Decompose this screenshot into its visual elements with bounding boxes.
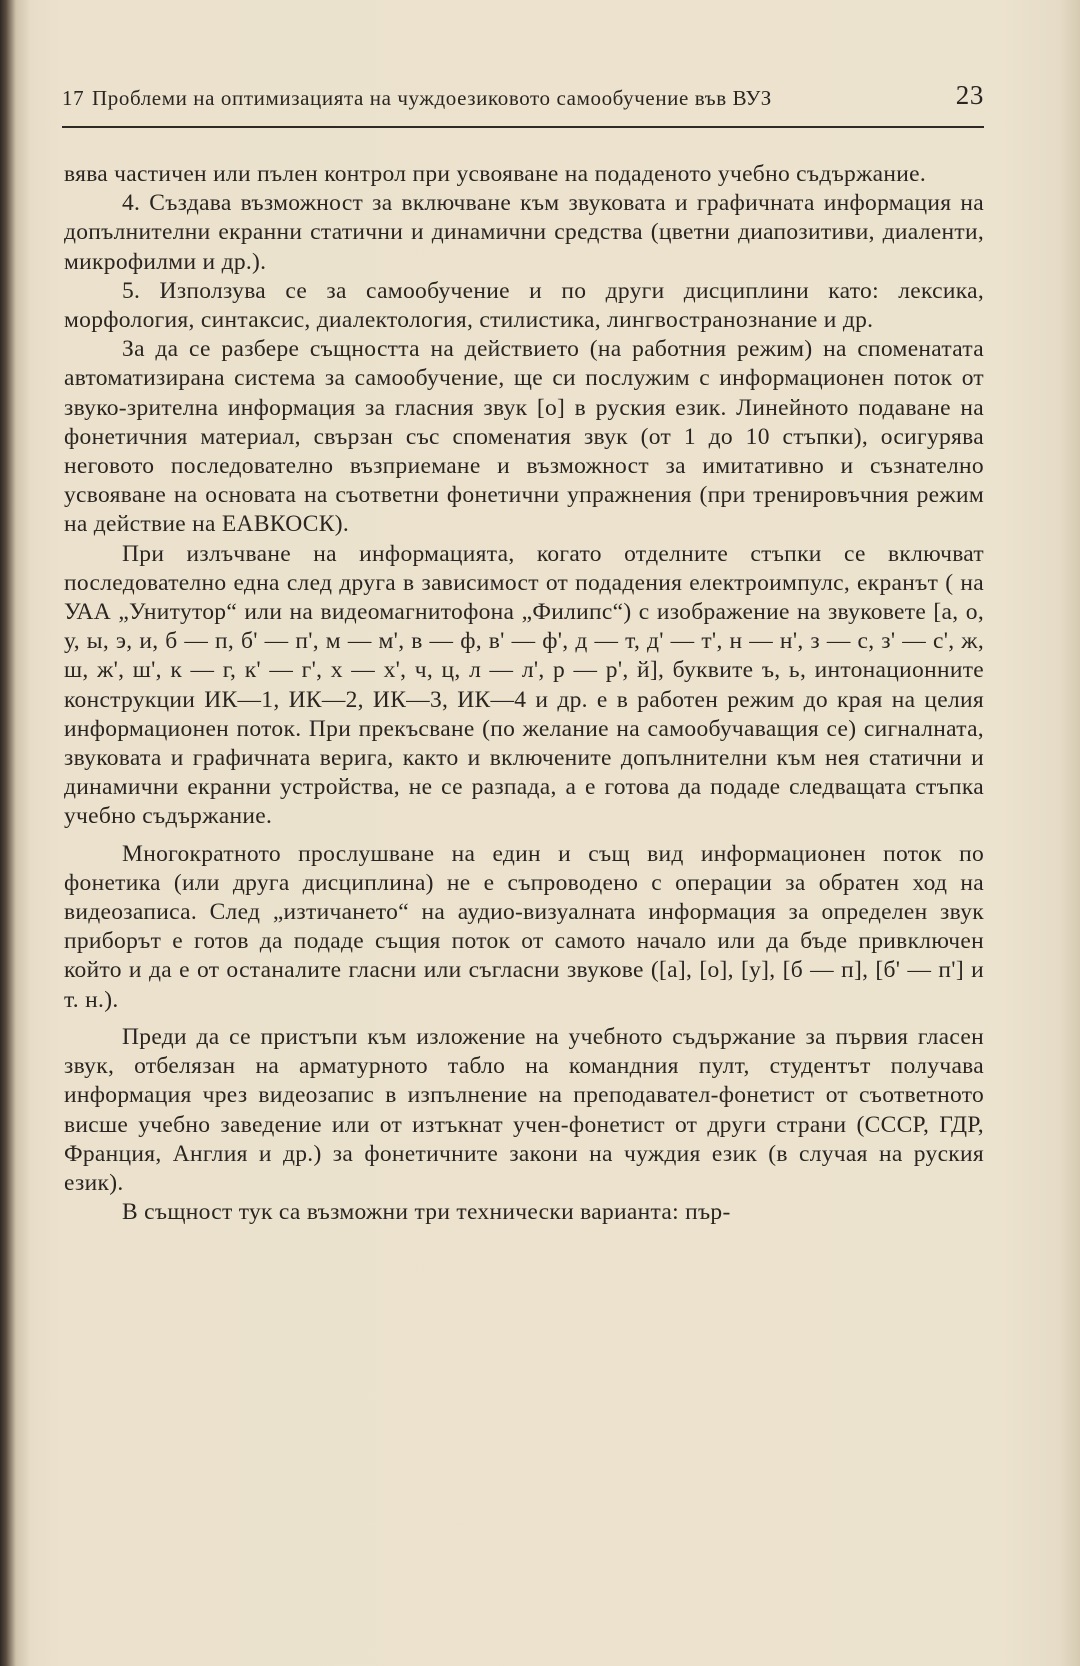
running-title: Проблеми на оптимизацията на чуждоезиковото самообучение във ВУЗ — [92, 86, 772, 110]
running-header — [62, 80, 984, 116]
header-rule — [62, 126, 984, 128]
paragraph: Преди да се пристъпи към изложение на учебното съдържание за първия гласен звук, отбелязан на арматурното табло на командния пулт, студентът получава информация чрез видеозапис в изпълнение на преподавател-фонетист от съответното висше учебно заведение или от изтъкнат учен-фонетист от други страни (СССР, ГДР, Франция, Англия и др.) за фонетичните закони на чуждия език (в случая на руския език). — [64, 1023, 984, 1196]
paragraph: При излъчване на информацията, когато отделните стъпки се включват последователно една след друга в зависимост от подадения електроимпулс, екранът ( на УАА „Унитутор“ или на видеомагнитофона „Филипс“) с изображение на звуковете [а, о, у, ы, э, и, б — п, б' — п', м — м', в — ф, в' — ф', д — т, д' — т', н — н', з — с, з' — с', ж, ш, ж', ш', к — г, к' — г', х — х', ч, ц, л — л', р — р', й], буквите ъ, ь, интонационните конструкции ИК—1, ИК—2, ИК—3, ИК—4 и др. е в работен режим до края на целия информационен поток. При прекъсване (по желание на самообучаващия се) сигналната, звуковата и графичната верига, както и включените допълнителни към нея статични и динамични екранни устройства, не се разпада, а е готова да подаде следващата стъпка учебно съдържание. — [64, 540, 984, 830]
paragraph: Многократното прослушване на един и същ вид информационен поток по фонетика (или друга дисциплина) не е съпроводено с операции за обратен ход на видеозаписа. След „изтичането“ на аудио-визуалната информация за определен звук приборът е готов да подаде същия поток от самото начало или да бъде привключен който и да е от останалите гласни или съгласни звукове ([а], [о], [у], [б — п], [б' — п'] и т. н.). — [64, 840, 984, 1013]
paragraph: В същност тук са възможни три технически варианта: пър- — [122, 1199, 731, 1226]
paragraph: 5. Използува се за самообучение и по други дисциплини като: лексика, морфология, синтаксис, диалектология, стилистика, лингвостранознание и др. — [64, 277, 984, 334]
page-number: 23 — [955, 80, 984, 110]
chapter-number: 17 — [62, 86, 85, 110]
paragraph: 4. Създава възможност за включване към звуковата и графичната информация на допълнителни екранни статични и динамични средства (цветни диапозитиви, диаленти, микрофилми и др.). — [64, 190, 984, 275]
paragraph: вява частичен или пълен контрол при усвояване на подаденото учебно съдържание. — [64, 161, 927, 187]
paragraph: За да се разбере същността на действието (на работния режим) на споменатата автоматизирана система за самообучение, ще си послужим с информационен поток от звуко-зрителна информация за гласния звук [о] в руския език. Линейното подаване на фонетичния материал, свързан със споменатия звук (от 1 до 10 стъпки), осигурява неговото последователно възприемане и възможност за имитативно и съзнателно усвояване на основата на съответни фонетични упражнения (при тренировъчния режим на действие на ЕАВКОСК). — [64, 336, 984, 538]
body-text — [64, 160, 984, 1227]
